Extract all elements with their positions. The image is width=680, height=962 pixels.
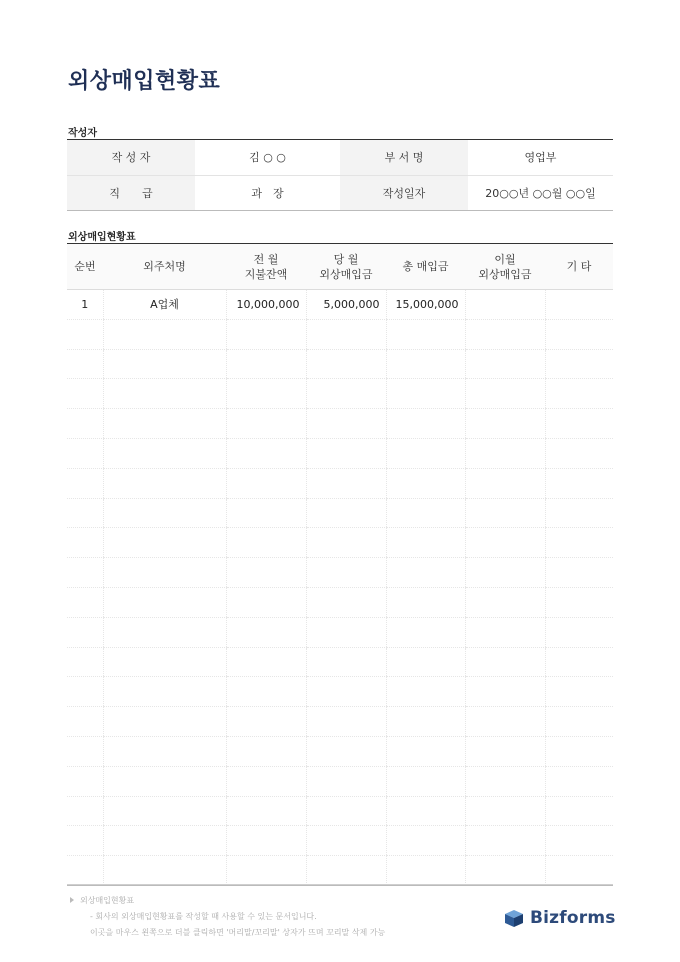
cell-total[interactable]: [386, 558, 465, 588]
cell-etc[interactable]: [545, 617, 613, 647]
cell-etc[interactable]: [545, 468, 613, 498]
table-row: [67, 677, 613, 707]
cell-no[interactable]: [67, 617, 103, 647]
header-next-line1: 이월: [494, 252, 516, 266]
cell-curr[interactable]: [306, 558, 386, 588]
cell-no[interactable]: [67, 498, 103, 528]
table-row: [67, 826, 613, 856]
table-row: [67, 587, 613, 617]
cell-etc[interactable]: [545, 587, 613, 617]
cell-total[interactable]: [386, 796, 465, 826]
header-prev-line1: 전 월: [253, 252, 279, 266]
cell-next[interactable]: [465, 766, 545, 796]
cell-total[interactable]: [386, 349, 465, 379]
cell-no[interactable]: [67, 677, 103, 707]
cell-vendor[interactable]: [103, 736, 226, 766]
cell-total[interactable]: [386, 766, 465, 796]
cell-curr[interactable]: [306, 856, 386, 886]
cell-total[interactable]: [386, 409, 465, 439]
table-row: [67, 856, 613, 886]
cell-next[interactable]: [465, 677, 545, 707]
cell-next[interactable]: [465, 736, 545, 766]
header-next-line2: 외상매입금: [478, 267, 532, 281]
cell-etc[interactable]: [545, 826, 613, 856]
cell-next[interactable]: [465, 587, 545, 617]
cell-curr[interactable]: [306, 647, 386, 677]
header-no: 순번: [67, 244, 103, 290]
cell-total[interactable]: [386, 856, 465, 886]
header-carryover: [465, 244, 545, 290]
cell-etc[interactable]: [545, 796, 613, 826]
cell-total[interactable]: 15,000,000: [386, 290, 465, 320]
cell-total[interactable]: [386, 826, 465, 856]
cell-etc[interactable]: [545, 409, 613, 439]
writer-label: 작 성 자: [67, 140, 195, 176]
cell-total[interactable]: [386, 707, 465, 737]
cell-no[interactable]: [67, 379, 103, 409]
footer-divider: [67, 884, 613, 885]
purchase-table: [67, 243, 613, 886]
cell-curr[interactable]: [306, 319, 386, 349]
table-row: [67, 736, 613, 766]
cell-no[interactable]: [67, 528, 103, 558]
cell-prev[interactable]: [226, 498, 306, 528]
cell-total[interactable]: [386, 677, 465, 707]
cell-next[interactable]: [465, 826, 545, 856]
cell-no[interactable]: [67, 319, 103, 349]
cell-vendor[interactable]: A업체: [103, 290, 226, 320]
cell-curr[interactable]: [306, 707, 386, 737]
cell-total[interactable]: [386, 379, 465, 409]
cell-no[interactable]: [67, 587, 103, 617]
author-info-row: [67, 140, 613, 176]
cell-prev[interactable]: [226, 826, 306, 856]
cell-etc[interactable]: [545, 379, 613, 409]
cell-vendor[interactable]: [103, 677, 226, 707]
header-vendor: 외주처명: [103, 244, 226, 290]
footer-line-2[interactable]: 이곳을 마우스 왼쪽으로 더블 클릭하면 '머리말/꼬리말' 상자가 뜨며 꼬리말 삭제 가능: [90, 928, 386, 937]
cell-prev[interactable]: [226, 647, 306, 677]
cell-vendor[interactable]: [103, 796, 226, 826]
cell-next[interactable]: [465, 290, 545, 320]
cell-no[interactable]: [67, 468, 103, 498]
cell-total[interactable]: [386, 647, 465, 677]
cell-vendor[interactable]: [103, 319, 226, 349]
table-row: [67, 409, 613, 439]
cell-total[interactable]: [386, 587, 465, 617]
cell-vendor[interactable]: [103, 438, 226, 468]
footer-heading-text: 외상매입현황표: [80, 896, 135, 905]
cell-vendor[interactable]: [103, 587, 226, 617]
cell-prev[interactable]: [226, 736, 306, 766]
cell-vendor[interactable]: [103, 766, 226, 796]
cell-curr[interactable]: [306, 826, 386, 856]
cell-curr[interactable]: [306, 379, 386, 409]
cell-next[interactable]: [465, 468, 545, 498]
table-row: [67, 647, 613, 677]
author-info-table: [67, 139, 613, 211]
cell-next[interactable]: [465, 379, 545, 409]
bizforms-logo-icon: [503, 908, 525, 928]
cell-total[interactable]: [386, 617, 465, 647]
header-curr-line2: 외상매입금: [319, 267, 373, 281]
cell-curr[interactable]: [306, 617, 386, 647]
cell-curr[interactable]: [306, 349, 386, 379]
cell-vendor[interactable]: [103, 647, 226, 677]
cell-curr[interactable]: [306, 587, 386, 617]
cell-total[interactable]: [386, 736, 465, 766]
cell-vendor[interactable]: [103, 528, 226, 558]
cell-curr[interactable]: [306, 438, 386, 468]
date-label: 작성일자: [340, 175, 468, 211]
cell-etc[interactable]: [545, 349, 613, 379]
table-row: [67, 349, 613, 379]
table-header-row: [67, 244, 613, 290]
cell-etc[interactable]: [545, 528, 613, 558]
triangle-bullet-icon: [70, 897, 74, 903]
cell-next[interactable]: [465, 617, 545, 647]
cell-total[interactable]: [386, 438, 465, 468]
cell-vendor[interactable]: [103, 349, 226, 379]
dept-value[interactable]: 영업부: [468, 140, 613, 176]
cell-no[interactable]: [67, 736, 103, 766]
cell-etc[interactable]: [545, 766, 613, 796]
header-prev-balance: [226, 244, 306, 290]
cell-vendor[interactable]: [103, 409, 226, 439]
cell-etc[interactable]: [545, 736, 613, 766]
header-total: 총 매입금: [386, 244, 465, 290]
cell-next[interactable]: [465, 856, 545, 886]
footer-line-1: - 회사의 외상매입현황표를 작성할 때 사용할 수 있는 문서입니다.: [90, 912, 317, 921]
cell-curr[interactable]: 5,000,000: [306, 290, 386, 320]
header-curr-purchase: [306, 244, 386, 290]
cell-next[interactable]: [465, 438, 545, 468]
cell-next[interactable]: [465, 647, 545, 677]
cell-prev[interactable]: 10,000,000: [226, 290, 306, 320]
cell-curr[interactable]: [306, 677, 386, 707]
cell-no[interactable]: [67, 438, 103, 468]
cell-no[interactable]: 1: [67, 290, 103, 320]
table-row: [67, 528, 613, 558]
cell-prev[interactable]: [226, 438, 306, 468]
table-row: [67, 558, 613, 588]
cell-curr[interactable]: [306, 796, 386, 826]
cell-no[interactable]: [67, 856, 103, 886]
cell-curr[interactable]: [306, 528, 386, 558]
cell-no[interactable]: [67, 409, 103, 439]
footer-heading: [70, 895, 134, 906]
cell-vendor[interactable]: [103, 826, 226, 856]
table-row: [67, 617, 613, 647]
cell-etc[interactable]: [545, 319, 613, 349]
cell-total[interactable]: [386, 468, 465, 498]
table-row: [67, 468, 613, 498]
cell-next[interactable]: [465, 498, 545, 528]
cell-etc[interactable]: [545, 498, 613, 528]
cell-next[interactable]: [465, 558, 545, 588]
cell-next[interactable]: [465, 707, 545, 737]
cell-etc[interactable]: [545, 856, 613, 886]
table-row: [67, 290, 613, 320]
cell-curr[interactable]: [306, 409, 386, 439]
cell-no[interactable]: [67, 826, 103, 856]
cell-etc[interactable]: [545, 647, 613, 677]
cell-etc[interactable]: [545, 558, 613, 588]
dept-label: 부 서 명: [340, 140, 468, 176]
cell-next[interactable]: [465, 349, 545, 379]
cell-next[interactable]: [465, 319, 545, 349]
header-curr-line1: 당 월: [333, 252, 359, 266]
cell-prev[interactable]: [226, 468, 306, 498]
cell-vendor[interactable]: [103, 856, 226, 886]
cell-next[interactable]: [465, 409, 545, 439]
cell-next[interactable]: [465, 796, 545, 826]
cell-prev[interactable]: [226, 528, 306, 558]
cell-no[interactable]: [67, 558, 103, 588]
cell-no[interactable]: [67, 796, 103, 826]
position-label: 직 급: [67, 175, 195, 211]
writer-value[interactable]: 김 ○ ○: [195, 140, 340, 176]
cell-vendor[interactable]: [103, 707, 226, 737]
table-row: [67, 438, 613, 468]
cell-curr[interactable]: [306, 766, 386, 796]
cell-prev[interactable]: [226, 379, 306, 409]
cell-etc[interactable]: [545, 438, 613, 468]
table-row: [67, 319, 613, 349]
table-row: [67, 498, 613, 528]
cell-prev[interactable]: [226, 409, 306, 439]
table-row: [67, 707, 613, 737]
cell-etc[interactable]: [545, 677, 613, 707]
header-etc: 기 타: [545, 244, 613, 290]
cell-vendor[interactable]: [103, 498, 226, 528]
cell-prev[interactable]: [226, 587, 306, 617]
cell-no[interactable]: [67, 766, 103, 796]
cell-etc[interactable]: [545, 290, 613, 320]
cell-total[interactable]: [386, 528, 465, 558]
cell-curr[interactable]: [306, 736, 386, 766]
cell-total[interactable]: [386, 319, 465, 349]
logo-text: Bizforms: [530, 908, 616, 928]
cell-total[interactable]: [386, 498, 465, 528]
cell-no[interactable]: [67, 647, 103, 677]
date-value[interactable]: 20○○년 ○○월 ○○일: [468, 175, 613, 211]
cell-etc[interactable]: [545, 707, 613, 737]
cell-vendor[interactable]: [103, 379, 226, 409]
cell-prev[interactable]: [226, 796, 306, 826]
table-row: [67, 766, 613, 796]
cell-prev[interactable]: [226, 707, 306, 737]
header-prev-line2: 지불잔액: [244, 267, 288, 281]
table-row: [67, 379, 613, 409]
position-value[interactable]: 과 장: [195, 175, 340, 211]
cell-prev[interactable]: [226, 319, 306, 349]
cell-next[interactable]: [465, 528, 545, 558]
cell-prev[interactable]: [226, 677, 306, 707]
cell-curr[interactable]: [306, 498, 386, 528]
author-section-label: 작성자: [68, 128, 97, 139]
cell-prev[interactable]: [226, 617, 306, 647]
cell-curr[interactable]: [306, 468, 386, 498]
author-info-row: [67, 175, 613, 211]
cell-prev[interactable]: [226, 766, 306, 796]
cell-prev[interactable]: [226, 856, 306, 886]
cell-vendor[interactable]: [103, 558, 226, 588]
cell-no[interactable]: [67, 707, 103, 737]
table-row: [67, 796, 613, 826]
page-title: 외상매입현황표: [68, 69, 221, 94]
bizforms-logo: [503, 908, 616, 928]
cell-prev[interactable]: [226, 349, 306, 379]
cell-no[interactable]: [67, 349, 103, 379]
table-section-label: 외상매입현황표: [68, 232, 136, 243]
cell-vendor[interactable]: [103, 468, 226, 498]
cell-prev[interactable]: [226, 558, 306, 588]
cell-vendor[interactable]: [103, 617, 226, 647]
